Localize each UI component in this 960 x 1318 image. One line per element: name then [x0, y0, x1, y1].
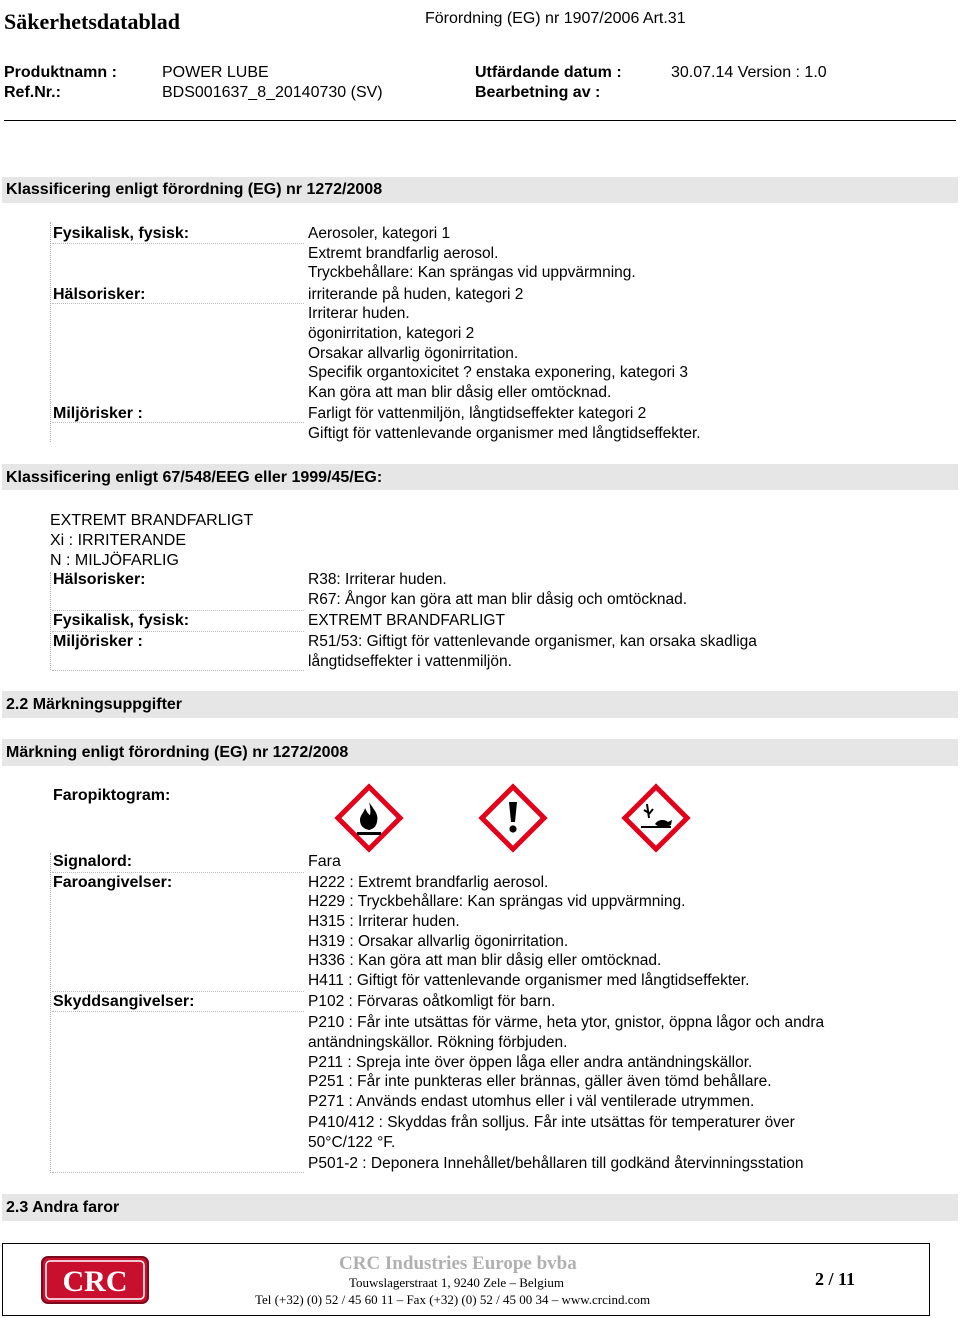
hazard-statement: H315 : Irriterar huden. [308, 913, 460, 930]
product-name-value: POWER LUBE [162, 64, 269, 81]
clp-health-line: Specifik organtoxicitet ? enstaka exponering, kategori 3 [308, 364, 688, 381]
dsd-grid-line [50, 572, 51, 670]
labelling-grid-line [52, 872, 304, 873]
crc-logo-icon [41, 1256, 149, 1304]
clp-health-label: Hälsorisker: [53, 286, 146, 303]
clp-grid-line [50, 222, 51, 442]
dsd-health-line: R67: Ångor kan göra att man blir dåsig och omtöcknad. [308, 591, 688, 608]
clp-physical-label: Fysikalisk, fysisk: [53, 225, 190, 242]
ref-number-label: Ref.Nr.: [4, 84, 61, 101]
signal-word-value: Fara [308, 853, 341, 870]
signal-word-label: Signalord: [53, 853, 133, 870]
clp-health-line: Orsakar allvarlig ögonirritation. [308, 345, 519, 362]
issue-date-value: 30.07.14 Version : 1.0 [671, 64, 827, 81]
precautionary-statement: P410/412 : Skyddas från solljus. Får inte utsättas för temperaturer över [308, 1114, 795, 1131]
precautionary-statement: P271 : Används endast utomhus eller i väl ventilerade utrymmen. [308, 1093, 755, 1110]
dsd-health-label: Hälsorisker: [53, 571, 146, 588]
clp-physical-line: Extremt brandfarlig aerosol. [308, 245, 499, 262]
issue-date-label: Utfärdande datum : [475, 64, 622, 81]
precautionary-statement: P102 : Förvaras oåtkomligt för barn. [308, 993, 556, 1010]
clp-health-line: irriterande på huden, kategori 2 [308, 286, 524, 303]
footer-address: Touwslagerstraat 1, 9240 Zele – Belgium [349, 1275, 564, 1290]
hazard-statement: H222 : Extremt brandfarlig aerosol. [308, 874, 549, 891]
dsd-env-line: långtidseffekter i vattenmiljön. [308, 653, 512, 670]
labelling-grid-line [50, 853, 51, 1173]
clp-classification-heading: Klassificering enligt förordning (EG) nr 1272/2008 [2, 177, 958, 203]
revision-label: Bearbetning av : [475, 84, 601, 101]
labelling-grid-line [52, 1172, 304, 1173]
dsd-grid-line [52, 670, 304, 671]
section-2-2-heading: 2.2 Märkningsuppgifter [2, 691, 958, 718]
hazard-statement: H319 : Orsakar allvarlig ögonirritation. [308, 933, 569, 950]
precautionary-statement: P501-2 : Deponera Innehållet/behållaren till godkänd återvinningsstation [308, 1155, 804, 1172]
precautionary-statement: antändningskällor. Rökning förbjuden. [308, 1034, 568, 1051]
hazard-statements-label: Faroangivelser: [53, 874, 173, 891]
clp-env-label: Miljörisker : [53, 405, 143, 422]
flame-pictogram-icon [333, 782, 405, 854]
dsd-physical-label: Fysikalisk, fysisk: [53, 612, 190, 629]
precautionary-statement: P210 : Får inte utsättas för värme, heta ytor, gnistor, öppna lågor och andra [308, 1014, 825, 1031]
labelling-grid-line [52, 1011, 304, 1012]
precautionary-statement: P251 : Får inte punkteras eller brännas, gäller även tömd behållare. [308, 1073, 772, 1090]
header-rule [4, 120, 956, 121]
dsd-env-label: Miljörisker : [53, 633, 143, 650]
footer-company-name: CRC Industries Europe bvba [339, 1253, 577, 1274]
precautionary-statement: 50°C/122 °F. [308, 1134, 396, 1151]
labelling-grid-line [52, 991, 304, 992]
precautionary-statement: P211 : Spreja inte över öppen låga eller andra antändningskällor. [308, 1054, 753, 1071]
regulation-reference: Förordning (EG) nr 1907/2006 Art.31 [425, 10, 686, 27]
labelling-heading: Märkning enligt förordning (EG) nr 1272/2008 [2, 739, 958, 766]
dsd-grid-line [52, 631, 304, 632]
clp-grid-line [52, 243, 304, 244]
clp-health-line: ögonirritation, kategori 2 [308, 325, 475, 342]
clp-physical-line: Tryckbehållare: Kan sprängas vid uppvärmning. [308, 264, 636, 281]
dsd-env-line: R51/53: Giftigt för vattenlevande organismer, kan orsaka skadliga [308, 633, 757, 650]
section-2-3-heading: 2.3 Andra faror [2, 1194, 958, 1221]
dsd-physical-line: EXTREMT BRANDFARLIGT [308, 612, 505, 629]
page-number: 2 / 11 [815, 1269, 856, 1289]
clp-env-line: Giftigt för vattenlevande organismer med långtidseffekter. [308, 425, 701, 442]
clp-physical-line: Aerosoler, kategori 1 [308, 225, 451, 242]
exclamation-pictogram-icon [477, 782, 549, 854]
precautionary-statements-label: Skyddsangivelser: [53, 993, 195, 1010]
dsd-intro-line: EXTREMT BRANDFARLIGT [50, 512, 254, 529]
environment-pictogram-icon [620, 782, 692, 854]
hazard-statement: H411 : Giftigt för vattenlevande organismer med långtidseffekter. [308, 972, 750, 989]
dsd-classification-heading: Klassificering enligt 67/548/EEG eller 1999/45/EG: [2, 464, 958, 490]
ref-number-value: BDS001637_8_20140730 (SV) [162, 84, 383, 101]
hazard-statement: H229 : Tryckbehållare: Kan sprängas vid uppvärmning. [308, 893, 686, 910]
dsd-health-line: R38: Irriterar huden. [308, 571, 447, 588]
pictogram-label: Faropiktogram: [53, 787, 171, 804]
dsd-intro-line: Xi : IRRITERANDE [50, 532, 187, 549]
clp-health-line: Irriterar huden. [308, 305, 410, 322]
document-title: Säkerhetsdatablad [4, 9, 181, 34]
dsd-grid-line [52, 610, 304, 611]
hazard-statement: H336 : Kan göra att man blir dåsig eller omtöcknad. [308, 952, 662, 969]
dsd-intro-line: N : MILJÖFARLIG [50, 552, 179, 569]
page-footer [2, 1243, 930, 1316]
clp-health-line: Kan göra att man blir dåsig eller omtöcknad. [308, 384, 612, 401]
footer-contact: Tel (+32) (0) 52 / 45 60 11 – Fax (+32) (0) 52 / 45 00 34 – www.crcind.com [255, 1292, 651, 1307]
svg-text:CRC: CRC [62, 1265, 128, 1298]
product-name-label: Produktnamn : [4, 64, 117, 81]
clp-env-line: Farligt för vattenmiljön, långtidseffekter kategori 2 [308, 405, 647, 422]
